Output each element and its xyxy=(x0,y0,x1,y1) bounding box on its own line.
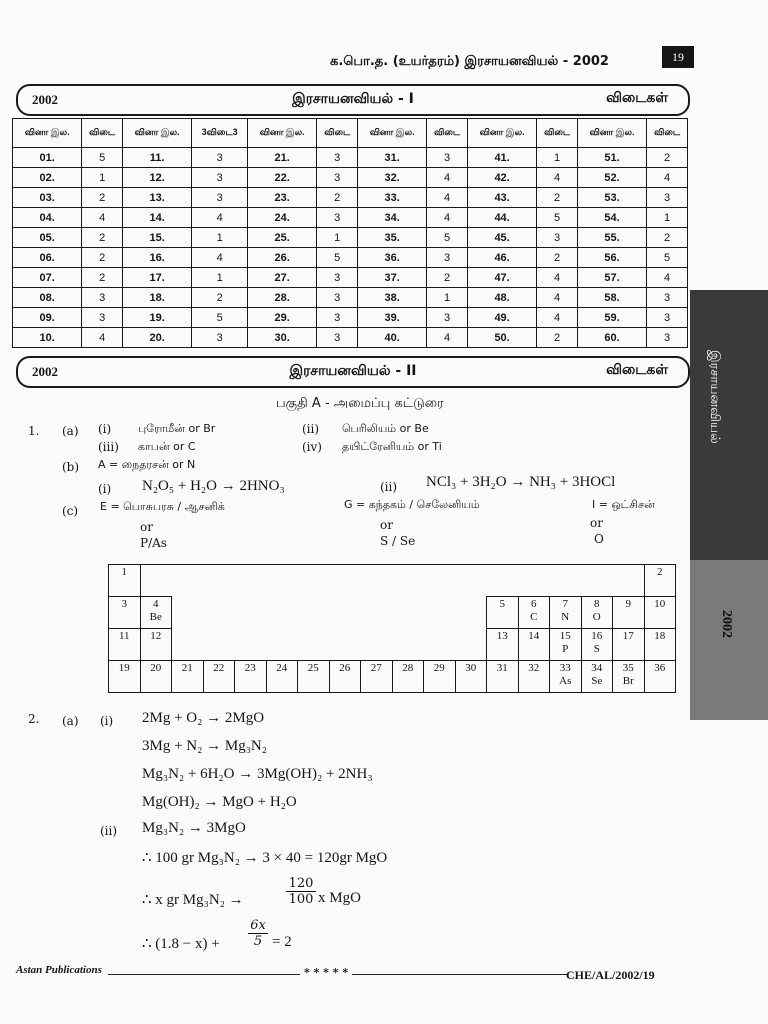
question-number-cell: 47. xyxy=(467,268,536,288)
element-atomic-number: 17 xyxy=(622,630,634,642)
element-atomic-number: 19 xyxy=(118,662,130,674)
answer-table xyxy=(12,118,688,348)
answer-cell: 4 xyxy=(647,168,688,188)
element-cell xyxy=(486,596,519,629)
periodic-table xyxy=(108,564,676,694)
element-atomic-number: 30 xyxy=(465,662,477,674)
question-number-cell: 34. xyxy=(357,208,426,228)
answer-cell: 3 xyxy=(317,208,358,228)
answer-cell: 2 xyxy=(317,188,358,208)
answer-cell: 3 xyxy=(427,248,468,268)
answer-cell: 1 xyxy=(317,228,358,248)
question-number-cell: 16. xyxy=(122,248,191,268)
question-number-cell: 33. xyxy=(357,188,426,208)
answer-cell: 5 xyxy=(192,308,248,328)
table-header-cell: விடை xyxy=(82,119,123,148)
banner-year: 2002 xyxy=(32,364,58,379)
element-atomic-number: 36 xyxy=(654,662,666,674)
footer-stars: * * * * * xyxy=(300,966,352,979)
answer-cell: 1 xyxy=(82,168,123,188)
q1-part-b: (b) xyxy=(62,460,80,474)
element-atomic-number: 2 xyxy=(657,566,663,578)
q1-c-G-alt: S / Se xyxy=(380,534,416,548)
table-row xyxy=(13,328,688,348)
q2-equation-4: Mg(OH)₂ → MgO + H₂O xyxy=(142,794,297,810)
element-atomic-number: 1 xyxy=(121,566,127,578)
question-number-cell: 09. xyxy=(13,308,82,328)
answer-cell: 2 xyxy=(537,188,578,208)
element-symbol: Be xyxy=(149,611,162,623)
element-atomic-number: 3 xyxy=(121,598,127,610)
question-number-cell: 36. xyxy=(357,248,426,268)
element-atomic-number: 12 xyxy=(150,630,162,642)
answer-cell: 4 xyxy=(82,208,123,228)
element-atomic-number: 18 xyxy=(654,630,666,642)
question-number-cell: 49. xyxy=(467,308,536,328)
answer-cell: 2 xyxy=(647,148,688,168)
table-row xyxy=(13,188,688,208)
q1-part-a: (a) xyxy=(62,424,79,438)
answer-cell: 3 xyxy=(427,148,468,168)
q1-c-E: E = பொசுபரசு / ஆசனிக் xyxy=(100,500,225,513)
element-atomic-number: 11 xyxy=(118,630,130,642)
q1-number: 1. xyxy=(28,424,40,438)
element-cell xyxy=(234,660,267,693)
answer-cell: 5 xyxy=(537,208,578,228)
answer-cell: 3 xyxy=(317,288,358,308)
element-cell xyxy=(549,660,582,693)
question-number-cell: 51. xyxy=(577,148,646,168)
q2-equation-6: ∴ 100 gr Mg₃N₂ → 3 × 40 = 120gr MgO xyxy=(142,850,388,866)
table-header-cell: வினா இல. xyxy=(467,119,536,148)
question-number-cell: 24. xyxy=(248,208,317,228)
element-cell xyxy=(518,596,551,629)
element-cell xyxy=(297,660,330,693)
answer-cell: 3 xyxy=(647,288,688,308)
question-number-cell: 56. xyxy=(577,248,646,268)
question-number-cell: 29. xyxy=(248,308,317,328)
element-symbol: O xyxy=(592,611,601,623)
banner-title: இரசாயனவியல் - II xyxy=(289,363,417,379)
question-number-cell: 02. xyxy=(13,168,82,188)
section-banner-paper2 xyxy=(16,356,690,388)
element-symbol: N xyxy=(561,611,570,623)
table-header-cell: விடை xyxy=(647,119,688,148)
element-atomic-number: 15 xyxy=(559,630,571,642)
table-header-cell: விடை xyxy=(427,119,468,148)
element-atomic-number: 14 xyxy=(528,630,540,642)
q1-a-iii: (iii) xyxy=(98,440,119,454)
answer-cell: 4 xyxy=(537,168,578,188)
q1-b-text: A = நைதரசன் or N xyxy=(98,458,196,471)
question-number-cell: 15. xyxy=(122,228,191,248)
element-atomic-number: 13 xyxy=(496,630,508,642)
answer-cell: 4 xyxy=(427,208,468,228)
element-symbol: C xyxy=(530,611,538,623)
element-symbol: P xyxy=(562,643,569,655)
element-atomic-number: 7 xyxy=(562,598,568,610)
question-number-cell: 04. xyxy=(13,208,82,228)
q1-a-i: (i) xyxy=(98,422,112,436)
element-cell xyxy=(108,564,141,597)
element-atomic-number: 21 xyxy=(181,662,193,674)
table-row xyxy=(13,168,688,188)
element-atomic-number: 32 xyxy=(528,662,540,674)
element-atomic-number: 16 xyxy=(591,630,603,642)
q1-b-i-equation: N₂O₅ + H₂O → 2HNO₃ xyxy=(142,478,285,494)
q1-a-iv-text: தயிட்ரேனியம் or Ti xyxy=(342,440,442,453)
element-cell xyxy=(108,660,141,693)
q1-a-ii-text: பெரிலியம் or Be xyxy=(342,422,429,435)
question-number-cell: 32. xyxy=(357,168,426,188)
element-cell xyxy=(140,628,173,661)
q1-c-E-or: or xyxy=(140,520,153,534)
banner-answers-label: விடைகள் xyxy=(606,362,668,378)
question-number-cell: 28. xyxy=(248,288,317,308)
question-number-cell: 40. xyxy=(357,328,426,348)
answer-cell: 2 xyxy=(192,288,248,308)
element-atomic-number: 31 xyxy=(496,662,508,674)
answer-cell: 4 xyxy=(537,308,578,328)
table-header-cell: வினா இல. xyxy=(357,119,426,148)
element-atomic-number: 6 xyxy=(531,598,537,610)
table-header-cell: 3விடை3 xyxy=(192,119,248,148)
question-number-cell: 25. xyxy=(248,228,317,248)
question-number-cell: 05. xyxy=(13,228,82,248)
answer-cell: 3 xyxy=(317,308,358,328)
table-header-cell: வினா இல. xyxy=(248,119,317,148)
answer-cell: 1 xyxy=(427,288,468,308)
question-number-cell: 53. xyxy=(577,188,646,208)
side-tab-year-box xyxy=(690,560,768,720)
element-cell xyxy=(486,628,519,661)
element-cell xyxy=(581,660,614,693)
publisher-name: Astan Publications xyxy=(16,964,102,976)
question-number-cell: 14. xyxy=(122,208,191,228)
table-header-cell: வினா இல. xyxy=(122,119,191,148)
question-number-cell: 23. xyxy=(248,188,317,208)
q1-b-ii-equation: NCl₃ + 3H₂O → NH₃ + 3HOCl xyxy=(426,474,616,490)
q1-c-I: I = ஒட்சிசன் xyxy=(592,498,655,511)
question-number-cell: 55. xyxy=(577,228,646,248)
answer-cell: 3 xyxy=(192,168,248,188)
answer-cell: 3 xyxy=(647,308,688,328)
answer-cell: 4 xyxy=(192,248,248,268)
answer-cell: 2 xyxy=(537,328,578,348)
question-number-cell: 50. xyxy=(467,328,536,348)
side-tab xyxy=(690,290,768,720)
q1-a-i-text: புரோமீன் or Br xyxy=(138,422,216,435)
element-cell xyxy=(549,596,582,629)
q2-a-i: (i) xyxy=(100,714,114,728)
answer-cell: 4 xyxy=(427,188,468,208)
banner-year: 2002 xyxy=(32,92,58,107)
element-cell xyxy=(266,660,299,693)
question-number-cell: 17. xyxy=(122,268,191,288)
answer-cell: 4 xyxy=(427,328,468,348)
q2-equation-5: Mg₃N₂ → 3MgO xyxy=(142,820,246,836)
q2-equation-7-right: x MgO xyxy=(318,890,361,906)
element-cell xyxy=(203,660,236,693)
exam-header: க.பொ.த. (உயர்தரம்) இரசாயனவியல் - 2002 xyxy=(330,54,609,69)
table-row xyxy=(13,148,688,168)
table-header-cell: விடை xyxy=(317,119,358,148)
side-tab-year: 2002 xyxy=(719,610,734,638)
fraction-denominator: 5 xyxy=(253,934,263,949)
answer-cell: 1 xyxy=(192,268,248,288)
answer-cell: 3 xyxy=(317,168,358,188)
element-cell xyxy=(486,660,519,693)
element-cell xyxy=(612,628,645,661)
element-atomic-number: 25 xyxy=(307,662,319,674)
element-atomic-number: 33 xyxy=(559,662,571,674)
answer-cell: 5 xyxy=(427,228,468,248)
question-number-cell: 30. xyxy=(248,328,317,348)
question-number-cell: 19. xyxy=(122,308,191,328)
element-atomic-number: 28 xyxy=(402,662,414,674)
element-symbol: Se xyxy=(591,675,603,687)
element-atomic-number: 35 xyxy=(622,662,634,674)
q1-b-ii: (ii) xyxy=(380,480,398,494)
question-number-cell: 60. xyxy=(577,328,646,348)
element-atomic-number: 27 xyxy=(370,662,382,674)
section-banner-paper1 xyxy=(16,84,690,116)
element-cell xyxy=(360,660,393,693)
question-number-cell: 08. xyxy=(13,288,82,308)
question-number-cell: 13. xyxy=(122,188,191,208)
table-header-cell: விடை xyxy=(537,119,578,148)
answer-cell: 5 xyxy=(317,248,358,268)
banner-answers-label: விடைகள் xyxy=(606,90,668,106)
question-number-cell: 45. xyxy=(467,228,536,248)
element-atomic-number: 26 xyxy=(339,662,351,674)
answer-cell: 4 xyxy=(647,268,688,288)
answer-cell: 3 xyxy=(427,308,468,328)
element-cell xyxy=(644,596,677,629)
q1-a-iv: (iv) xyxy=(302,440,322,454)
question-number-cell: 42. xyxy=(467,168,536,188)
q2-equation-1: 2Mg + O₂ → 2MgO xyxy=(142,710,265,726)
element-cell xyxy=(455,660,488,693)
answer-cell: 4 xyxy=(82,328,123,348)
table-header-cell: வினா இல. xyxy=(13,119,82,148)
answer-cell: 4 xyxy=(192,208,248,228)
answer-cell: 3 xyxy=(317,328,358,348)
element-cell xyxy=(612,660,645,693)
part-title: பகுதி A - அமைப்பு கட்டுரை xyxy=(276,396,444,411)
answer-cell: 3 xyxy=(82,308,123,328)
element-cell xyxy=(612,596,645,629)
element-atomic-number: 34 xyxy=(591,662,603,674)
answer-cell: 2 xyxy=(647,228,688,248)
answer-cell: 1 xyxy=(537,148,578,168)
answer-cell: 1 xyxy=(647,208,688,228)
question-number-cell: 39. xyxy=(357,308,426,328)
q2-equation-7-left: ∴ x gr Mg₃N₂ → xyxy=(142,892,244,908)
answer-cell: 1 xyxy=(192,228,248,248)
question-number-cell: 46. xyxy=(467,248,536,268)
question-number-cell: 07. xyxy=(13,268,82,288)
question-number-cell: 37. xyxy=(357,268,426,288)
answer-cell: 3 xyxy=(317,148,358,168)
element-cell xyxy=(108,596,141,629)
element-cell xyxy=(140,660,173,693)
q1-b-i: (i) xyxy=(98,482,112,496)
answer-cell: 3 xyxy=(537,228,578,248)
question-number-cell: 22. xyxy=(248,168,317,188)
table-row xyxy=(13,208,688,228)
fraction-numerator: 120 xyxy=(286,876,316,892)
answer-cell: 3 xyxy=(192,328,248,348)
question-number-cell: 26. xyxy=(248,248,317,268)
element-cell xyxy=(581,628,614,661)
element-cell xyxy=(644,660,677,693)
answer-cell: 5 xyxy=(647,248,688,268)
element-atomic-number: 22 xyxy=(213,662,225,674)
table-row xyxy=(13,268,688,288)
element-symbol: As xyxy=(559,675,572,687)
q2-part-a: (a) xyxy=(62,714,79,728)
question-number-cell: 35. xyxy=(357,228,426,248)
question-number-cell: 43. xyxy=(467,188,536,208)
answer-cell: 4 xyxy=(427,168,468,188)
answer-cell: 2 xyxy=(537,248,578,268)
question-number-cell: 21. xyxy=(248,148,317,168)
answer-cell: 3 xyxy=(647,328,688,348)
element-symbol: Br xyxy=(622,675,634,687)
question-number-cell: 41. xyxy=(467,148,536,168)
element-cell xyxy=(423,660,456,693)
element-atomic-number: 10 xyxy=(654,598,666,610)
element-atomic-number: 23 xyxy=(244,662,256,674)
answer-cell: 2 xyxy=(82,188,123,208)
answer-cell: 2 xyxy=(82,248,123,268)
answer-cell: 4 xyxy=(537,268,578,288)
question-number-cell: 18. xyxy=(122,288,191,308)
element-atomic-number: 24 xyxy=(276,662,288,674)
element-cell xyxy=(581,596,614,629)
q1-part-c: (c) xyxy=(62,504,79,518)
question-number-cell: 31. xyxy=(357,148,426,168)
q2-a-ii: (ii) xyxy=(100,824,118,838)
answer-cell: 2 xyxy=(82,228,123,248)
element-cell xyxy=(549,628,582,661)
element-cell xyxy=(644,628,677,661)
question-number-cell: 01. xyxy=(13,148,82,168)
q1-c-G-or: or xyxy=(380,518,393,532)
question-number-cell: 48. xyxy=(467,288,536,308)
element-cell xyxy=(644,564,677,597)
element-atomic-number: 4 xyxy=(153,598,159,610)
answer-cell: 3 xyxy=(647,188,688,208)
question-number-cell: 06. xyxy=(13,248,82,268)
fraction-denominator: 100 xyxy=(288,892,314,907)
element-atomic-number: 20 xyxy=(150,662,162,674)
q2-equation-8-fraction xyxy=(248,918,268,949)
fraction-numerator: 6x xyxy=(248,918,268,934)
answer-cell: 3 xyxy=(317,268,358,288)
element-cell xyxy=(140,596,173,629)
q2-equation-2: 3Mg + N₂ → Mg₃N₂ xyxy=(142,738,267,754)
q1-c-E-alt: P/As xyxy=(140,536,167,550)
answer-cell: 3 xyxy=(192,148,248,168)
q2-equation-3: Mg₃N₂ + 6H₂O → 3Mg(OH)₂ + 2NH₃ xyxy=(142,766,373,782)
answer-cell: 5 xyxy=(82,148,123,168)
answer-cell: 3 xyxy=(192,188,248,208)
table-row xyxy=(13,288,688,308)
table-row xyxy=(13,248,688,268)
table-row xyxy=(13,308,688,328)
element-cell xyxy=(329,660,362,693)
answer-cell: 4 xyxy=(537,288,578,308)
question-number-cell: 27. xyxy=(248,268,317,288)
table-header-cell: வினா இல. xyxy=(577,119,646,148)
question-number-cell: 52. xyxy=(577,168,646,188)
question-number-cell: 11. xyxy=(122,148,191,168)
element-atomic-number: 5 xyxy=(499,598,505,610)
q1-a-ii: (ii) xyxy=(302,422,320,436)
element-cell xyxy=(392,660,425,693)
page-number: 19 xyxy=(662,46,694,68)
table-row xyxy=(13,228,688,248)
element-cell xyxy=(108,628,141,661)
question-number-cell: 44. xyxy=(467,208,536,228)
q1-c-G: G = கந்தகம் / செலேனியம் xyxy=(344,498,480,511)
element-atomic-number: 29 xyxy=(433,662,445,674)
element-cell xyxy=(171,660,204,693)
question-number-cell: 38. xyxy=(357,288,426,308)
question-number-cell: 12. xyxy=(122,168,191,188)
question-number-cell: 10. xyxy=(13,328,82,348)
question-number-cell: 59. xyxy=(577,308,646,328)
element-cell xyxy=(518,628,551,661)
answer-cell: 2 xyxy=(427,268,468,288)
table-header-row xyxy=(13,119,688,148)
answer-cell: 2 xyxy=(82,268,123,288)
document-code: CHE/AL/2002/19 xyxy=(566,968,655,982)
q1-c-I-or: or xyxy=(590,516,603,530)
q2-equation-7-fraction xyxy=(286,876,316,907)
q1-a-iii-text: காபன் or C xyxy=(138,440,196,453)
question-number-cell: 20. xyxy=(122,328,191,348)
element-cell xyxy=(518,660,551,693)
element-atomic-number: 9 xyxy=(625,598,631,610)
question-number-cell: 54. xyxy=(577,208,646,228)
question-number-cell: 57. xyxy=(577,268,646,288)
element-atomic-number: 8 xyxy=(594,598,600,610)
element-symbol: S xyxy=(593,643,600,655)
question-number-cell: 03. xyxy=(13,188,82,208)
q2-number: 2. xyxy=(28,712,40,726)
banner-title: இரசாயனவியல் - I xyxy=(292,91,414,107)
side-tab-subject: இரசாயனவியல் xyxy=(707,350,722,444)
q1-c-I-alt: O xyxy=(594,532,604,546)
answer-cell: 3 xyxy=(82,288,123,308)
q2-equation-8-left: ∴ (1.8 − x) + xyxy=(142,936,220,952)
question-number-cell: 58. xyxy=(577,288,646,308)
q2-equation-8-right: = 2 xyxy=(272,934,292,950)
